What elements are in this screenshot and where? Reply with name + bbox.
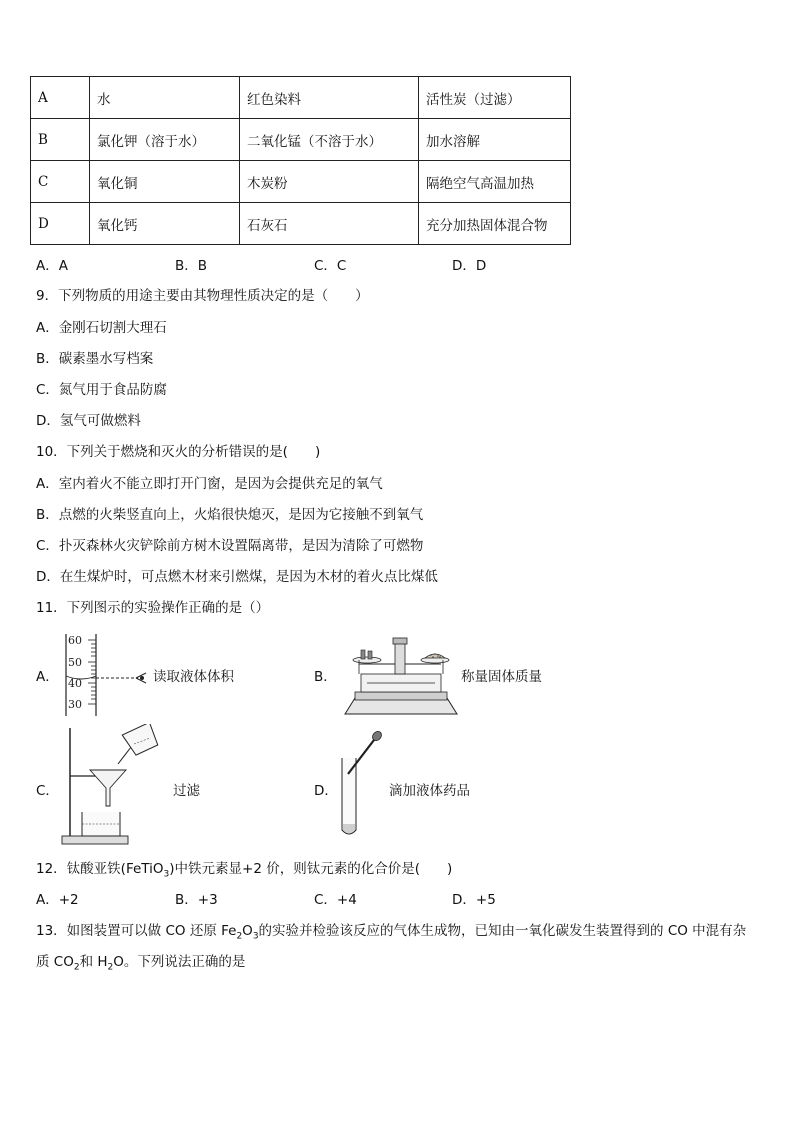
- table-cell: D: [31, 203, 90, 245]
- table-cell: 水: [90, 77, 240, 119]
- q12-stem-sub: 3: [163, 869, 170, 880]
- table-cell: 充分加热固体混合物: [419, 203, 571, 245]
- q9-option-b: B．碳素墨水写档案: [36, 351, 154, 367]
- table-cell: A: [31, 77, 90, 119]
- table-cell: 活性炭（过滤）: [419, 77, 571, 119]
- q13-line-1: [36, 919, 746, 942]
- q13-line1-post: 的实验并检验该反应的气体生成物，已知由一氧化碳发生装置得到的 CO 中混有杂: [258, 923, 747, 939]
- table-cell: 氯化钾（溶于水）: [90, 119, 240, 161]
- q8-choice-d: D．D: [452, 258, 487, 274]
- q12-stem: [36, 857, 452, 880]
- q11-b-letter: B．: [314, 669, 337, 685]
- table-cell: 石灰石: [240, 203, 419, 245]
- funnel: [90, 770, 126, 806]
- table-cell: 木炭粉: [240, 161, 419, 203]
- stand-base: [62, 836, 128, 844]
- table-cell: 氧化钙: [90, 203, 240, 245]
- q8-choice-b: B．B: [175, 258, 208, 274]
- q13-line2-mid: 和 H: [79, 954, 108, 970]
- q11-b-caption: 称量固体质量: [461, 669, 542, 685]
- q11-a-caption: 读取液体体积: [153, 669, 234, 685]
- q10-option-d: D．在生煤炉时，可点燃木材来引燃煤，是因为木材的着火点比煤低: [36, 569, 438, 585]
- q10-option-c: C．扑灭森林火灾铲除前方树木设置隔离带，是因为清除了可燃物: [36, 538, 424, 554]
- q10-option-a: A．室内着火不能立即打开门窗，是因为会提供充足的氧气: [36, 476, 383, 492]
- q9-stem: 9．下列物质的用途主要由其物理性质决定的是（ ）: [36, 288, 369, 304]
- q11-c-caption: 过滤: [173, 783, 200, 799]
- q11-d-caption: 滴加液体药品: [389, 783, 470, 799]
- q10-option-b: B．点燃的火柴竖直向上，火焰很快熄灭，是因为它接触不到氧气: [36, 507, 424, 523]
- tick-label-60: 60: [68, 634, 82, 647]
- options-table: [30, 76, 571, 245]
- q13-line2-pre: 质 CO: [36, 954, 74, 970]
- table-cell: 红色染料: [240, 77, 419, 119]
- q13-line1-mid: O: [242, 923, 253, 939]
- graduated-cylinder-figure: [58, 632, 154, 718]
- table-row: [31, 161, 571, 203]
- tick-label-40: 40: [68, 677, 82, 690]
- q13-line1-sub2: 3: [252, 931, 259, 942]
- table-row: [31, 119, 571, 161]
- table-cell: 加水溶解: [419, 119, 571, 161]
- q13-line2-sub2: 2: [107, 962, 114, 973]
- q8-choice-c: C．C: [314, 258, 347, 274]
- table-cell: 隔绝空气高温加热: [419, 161, 571, 203]
- table-cell: B: [31, 119, 90, 161]
- dropper-glass: [348, 740, 374, 774]
- q12-stem-post: )中铁元素显+2 价，则钛元素的化合价是( ): [169, 861, 453, 877]
- tick-label-50: 50: [68, 656, 82, 669]
- q12-stem-pre: 12．钛酸亚铁(FeTiO: [36, 861, 164, 877]
- weight-1: [361, 650, 365, 659]
- q13-line2-post: O。下列说法正确的是: [113, 954, 246, 970]
- left-pan: [353, 657, 381, 663]
- q11-d-letter: D．: [314, 783, 338, 799]
- q12-choice-d: D．+5: [452, 892, 496, 908]
- q12-choice-a: A．+2: [36, 892, 79, 908]
- q12-choice-b: B．+3: [175, 892, 218, 908]
- dropper-figure: [336, 730, 390, 840]
- table-row: [31, 77, 571, 119]
- test-tube: [342, 758, 356, 834]
- table-cell: C: [31, 161, 90, 203]
- tick-label-30: 30: [68, 698, 82, 711]
- q11-a-letter: A．: [36, 669, 59, 685]
- q11-stem: 11．下列图示的实验操作正确的是（）: [36, 600, 270, 616]
- q9-option-d: D．氢气可做燃料: [36, 413, 141, 429]
- weight-2: [368, 651, 372, 659]
- q8-choice-a: A．A: [36, 258, 68, 274]
- q13-line2-sub1: 2: [73, 962, 80, 973]
- filtration-figure: [60, 724, 166, 846]
- q13-line-2: [36, 950, 245, 973]
- q9-option-c: C．氮气用于食品防腐: [36, 382, 167, 398]
- q10-stem: 10．下列关于燃烧和灭火的分析错误的是( ): [36, 444, 321, 460]
- q13-line1-pre: 13．如图装置可以做 CO 还原 Fe: [36, 923, 237, 939]
- q9-option-a: A．金刚石切割大理石: [36, 320, 167, 336]
- balance-figure: [343, 634, 459, 716]
- q11-c-letter: C．: [36, 783, 59, 799]
- table-cell: 氧化铜: [90, 161, 240, 203]
- table-cell: 二氧化锰（不溶于水）: [240, 119, 419, 161]
- q12-choice-c: C．+4: [314, 892, 357, 908]
- table-row: [31, 203, 571, 245]
- q13-line1-sub1: 2: [236, 931, 243, 942]
